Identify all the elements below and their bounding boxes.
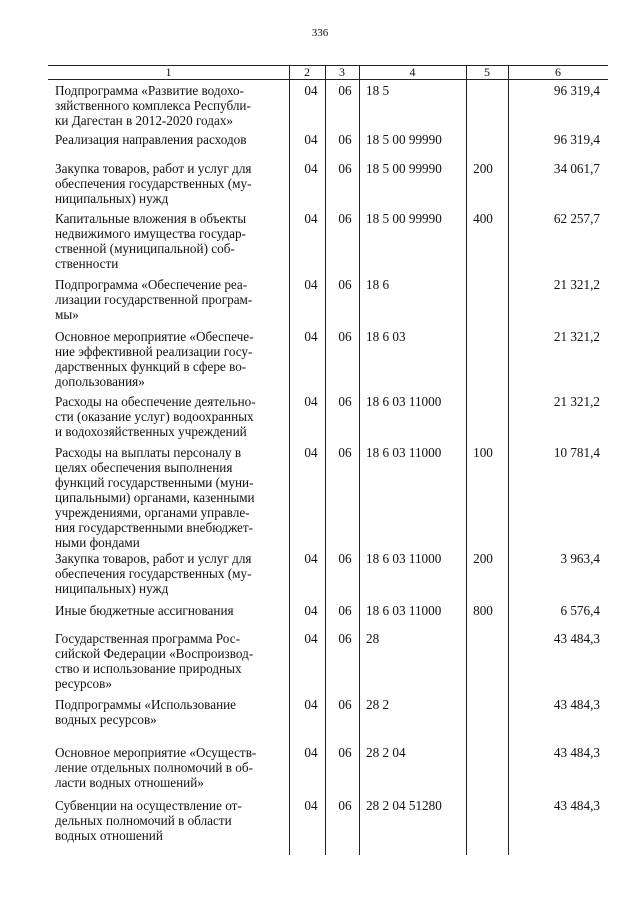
row-4-c4: 18 6 xyxy=(366,277,390,292)
row-4-name: Подпрограмма «Обеспечение реа- лизации государственной програм- мы» xyxy=(55,277,253,322)
row-3-c4: 18 5 00 99990 xyxy=(366,211,442,226)
row-5-c3: 06 xyxy=(338,329,352,344)
row-13-name: Субвенции на осуществление от- дельных полномочий в области водных отношений xyxy=(55,798,242,843)
row-8-c4: 18 6 03 11000 xyxy=(366,551,442,566)
header-bottom-rule xyxy=(48,79,608,80)
row-6-c2: 04 xyxy=(304,394,318,409)
row-12-c2: 04 xyxy=(304,745,318,760)
row-13-c4: 28 2 04 51280 xyxy=(366,798,442,813)
row-6-c4: 18 6 03 11000 xyxy=(366,394,442,409)
row-5-c6: 21 321,2 xyxy=(553,329,600,344)
row-2-c6: 34 061,7 xyxy=(553,161,600,176)
row-6-c3: 06 xyxy=(338,394,352,409)
col-divider-3 xyxy=(359,65,360,855)
row-8-c6: 3 963,4 xyxy=(560,551,600,566)
row-2-c5: 200 xyxy=(473,161,493,176)
row-9-c3: 06 xyxy=(338,603,352,618)
row-7-c5: 100 xyxy=(473,445,493,460)
row-13-c3: 06 xyxy=(338,798,352,813)
row-1-c3: 06 xyxy=(338,132,352,147)
row-8-c3: 06 xyxy=(338,551,352,566)
row-7-c6: 10 781,4 xyxy=(553,445,600,460)
header-col-6: 6 xyxy=(555,65,561,79)
row-9-c2: 04 xyxy=(304,603,318,618)
header-col-4: 4 xyxy=(409,65,416,79)
row-7-c2: 04 xyxy=(304,445,318,460)
header-col-5: 5 xyxy=(484,65,490,79)
row-0-name: Подпрограмма «Развитие водохо- зяйственного комплекса Республи- ки Дагестан в 2012-2020 годах» xyxy=(55,83,251,128)
row-12-c4: 28 2 04 xyxy=(366,745,406,760)
header-col-2: 2 xyxy=(304,65,310,79)
row-7-name: Расходы на выплаты персоналу в целях обеспечения выполнения функций государственными (муни- ципальными) органами, казенными учреждениями, органами управле- ния государственными внебюджет- ными фондами xyxy=(55,445,255,550)
row-2-c2: 04 xyxy=(304,161,318,176)
row-11-c3: 06 xyxy=(338,697,352,712)
row-11-c6: 43 484,3 xyxy=(553,697,600,712)
row-4-c2: 04 xyxy=(304,277,318,292)
row-9-c4: 18 6 03 11000 xyxy=(366,603,442,618)
row-3-c5: 400 xyxy=(473,211,493,226)
col-divider-1 xyxy=(289,65,290,855)
row-6-c6: 21 321,2 xyxy=(553,394,600,409)
row-5-c4: 18 6 03 xyxy=(366,329,406,344)
row-10-c3: 06 xyxy=(338,631,352,646)
row-7-c4: 18 6 03 11000 xyxy=(366,445,442,460)
row-2-c4: 18 5 00 99990 xyxy=(366,161,442,176)
row-4-c6: 21 321,2 xyxy=(553,277,600,292)
row-12-name: Основное мероприятие «Осуществ- ление отдельных полномочий в об- ласти водных отношений» xyxy=(55,745,257,790)
row-9-c6: 6 576,4 xyxy=(560,603,600,618)
row-9-c5: 800 xyxy=(473,603,493,618)
col-divider-2 xyxy=(325,65,326,855)
row-2-c3: 06 xyxy=(338,161,352,176)
row-3-c3: 06 xyxy=(338,211,352,226)
row-11-c2: 04 xyxy=(304,697,318,712)
row-1-c6: 96 319,4 xyxy=(553,132,600,147)
row-3-name: Капитальные вложения в объекты недвижимого имущества государ- ственной (муниципальной) соб- ственности xyxy=(55,211,247,271)
row-0-c6: 96 319,4 xyxy=(553,83,600,98)
row-2-name: Закупка товаров, работ и услуг для обеспечения государственных (му- ниципальных) нужд xyxy=(55,161,252,206)
row-7-c3: 06 xyxy=(338,445,352,460)
row-11-c4: 28 2 xyxy=(366,697,390,712)
row-12-c6: 43 484,3 xyxy=(553,745,600,760)
row-4-c3: 06 xyxy=(338,277,352,292)
row-12-c3: 06 xyxy=(338,745,352,760)
header-col-3: 3 xyxy=(339,65,345,79)
row-11-name: Подпрограммы «Использование водных ресурсов» xyxy=(55,697,237,727)
header-col-1: 1 xyxy=(165,65,172,79)
col-divider-5 xyxy=(508,65,509,855)
row-1-c2: 04 xyxy=(304,132,318,147)
row-3-c2: 04 xyxy=(304,211,318,226)
row-10-c2: 04 xyxy=(304,631,318,646)
row-10-c6: 43 484,3 xyxy=(553,631,600,646)
row-0-c2: 04 xyxy=(304,83,318,98)
row-13-c6: 43 484,3 xyxy=(553,798,600,813)
row-1-c4: 18 5 00 99990 xyxy=(366,132,442,147)
row-8-name: Закупка товаров, работ и услуг для обеспечения государственных (му- ниципальных) нужд xyxy=(55,551,252,596)
row-1-name: Реализация направления расходов xyxy=(55,132,247,147)
row-8-c5: 200 xyxy=(473,551,493,566)
row-13-c2: 04 xyxy=(304,798,318,813)
row-3-c6: 62 257,7 xyxy=(553,211,600,226)
row-6-name: Расходы на обеспечение деятельно- сти (оказание услуг) водоохранных и водохозяйственных учреждений xyxy=(55,394,256,439)
row-5-name: Основное мероприятие «Обеспече- ние эффективной реализации госу- дарственных функций в сфере во- допользования» xyxy=(55,329,254,389)
page-number: 336 xyxy=(311,27,329,39)
row-5-c2: 04 xyxy=(304,329,318,344)
col-divider-4 xyxy=(466,65,467,855)
row-0-c3: 06 xyxy=(338,83,352,98)
row-10-name: Государственная программа Рос- сийской Федерации «Воспроизвод- ство и использование природных ресурсов» xyxy=(55,631,254,691)
budget-table xyxy=(48,65,608,855)
row-0-c4: 18 5 xyxy=(366,83,390,98)
row-10-c4: 28 xyxy=(366,631,380,646)
row-8-c2: 04 xyxy=(304,551,318,566)
row-9-name: Иные бюджетные ассигнования xyxy=(55,603,234,618)
